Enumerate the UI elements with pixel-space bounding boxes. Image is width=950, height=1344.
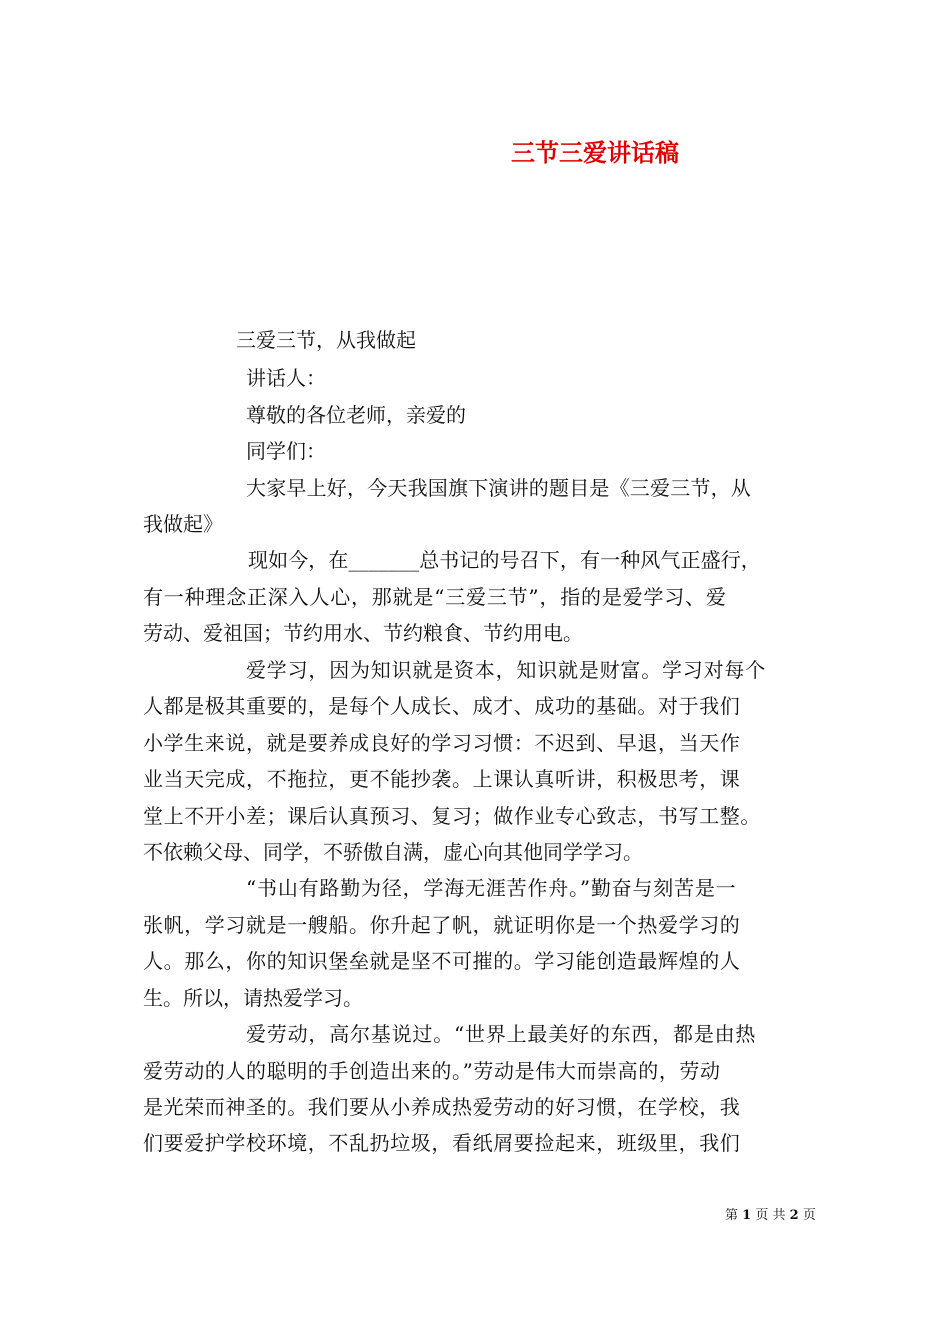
body-line: 堂上不开小差；课后认真预习、复习；做作业专心致志，书写工整。	[143, 804, 761, 828]
footer-suffix: 页	[802, 1208, 816, 1223]
body-line: 现如今，在_______总书记的号召下，有一种风气正盛行，	[248, 548, 761, 572]
body-line: 有一种理念正深入人心，那就是“三爱三节”，指的是爱学习、爱	[143, 585, 727, 609]
body-line: 尊敬的各位老师，亲爱的	[246, 403, 466, 427]
body-line: 张帆，学习就是一艘船。你升起了帆，就证明你是一个热爱学习的	[143, 913, 741, 937]
body-line: 生。所以，请热爱学习。	[143, 986, 363, 1010]
page-footer	[725, 1204, 816, 1223]
body-line: “书山有路勤为径，学海无涯苦作舟。”勤奋与刻苦是一	[246, 876, 737, 900]
body-line: 我做起》	[143, 512, 223, 536]
body-line: 讲话人：	[246, 366, 326, 390]
footer-middle: 页 共	[755, 1208, 786, 1223]
body-line: 不依赖父母、同学，不骄傲自满，虚心向其他同学学习。	[143, 840, 643, 864]
document-title: 三节三爱讲话稿	[511, 138, 679, 167]
footer-total-pages: 2	[789, 1208, 799, 1223]
footer-prefix: 第	[725, 1208, 739, 1223]
body-line: 三爱三节，从我做起	[236, 328, 416, 352]
body-line: 大家早上好，今天我国旗下演讲的题目是《三爱三节，从	[246, 476, 751, 500]
body-line: 是光荣而神圣的。我们要从小养成热爱劳动的好习惯，在学校，我	[143, 1095, 741, 1119]
body-line: 劳动、爱祖国；节约用水、节约粮食、节约用电。	[143, 621, 583, 645]
body-line: 爱劳动，高尔基说过。“世界上最美好的东西，都是由热	[246, 1022, 757, 1046]
body-line: 业当天完成，不拖拉，更不能抄袭。上课认真听讲，积极思考，课	[143, 767, 741, 791]
body-line: 人。那么，你的知识堡垒就是坚不可摧的。学习能创造最辉煌的人	[143, 949, 741, 973]
body-line: 小学生来说，就是要养成良好的学习习惯：不迟到、早退，当天作	[143, 731, 741, 755]
body-line: 爱劳动的人的聪明的手创造出来的。”劳动是伟大而崇高的，劳动	[143, 1059, 721, 1083]
body-line: 同学们：	[246, 439, 326, 463]
body-line: 爱学习，因为知识就是资本，知识就是财富。学习对每个	[246, 658, 766, 682]
footer-page-number: 1	[742, 1208, 752, 1223]
body-line: 人都是极其重要的，是每个人成长、成才、成功的基础。对于我们	[143, 694, 741, 718]
body-line: 们要爱护学校环境，不乱扔垃圾，看纸屑要捡起来，班级里，我们	[143, 1131, 741, 1155]
